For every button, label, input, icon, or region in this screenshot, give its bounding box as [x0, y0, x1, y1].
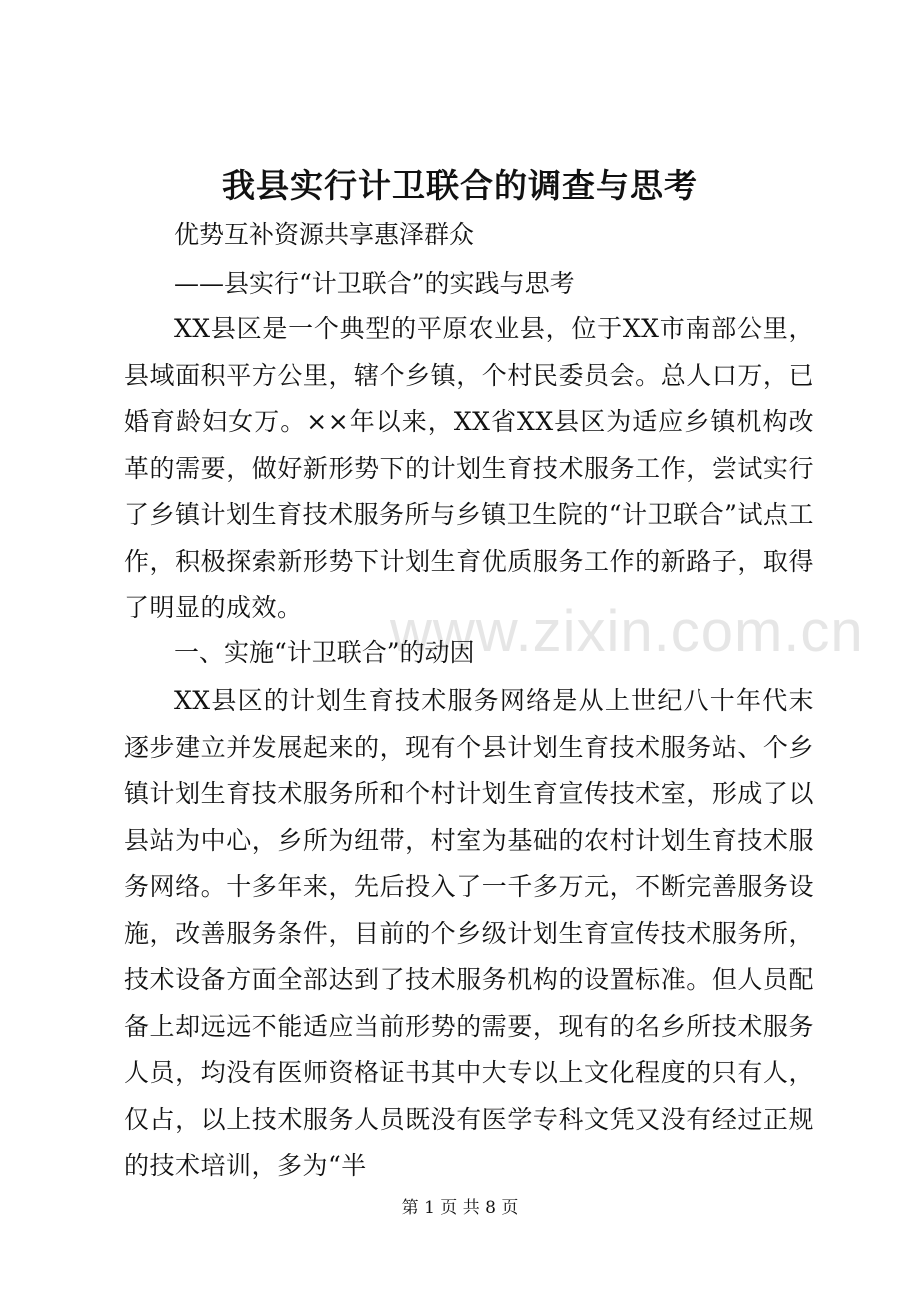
- paragraph-network: XX县区的计划生育技术服务网络是从上世纪八十年代末逐步建立并发展起来的，现有个县计划生育技术服务站、个乡镇计划生育技术服务所和个村计划生育宣传技术室，形成了以县站为中心，乡所为纽带，村室为基础的农村计划生育技术服务网络。十多年来，先后投入了一千多万元，不断完善服务设施，改善服务条件，目前的个乡级计划生育宣传技术服务所，技术设备方面全部达到了技术服务机构的设置标准。但人员配备上却远远不能适应当前形势的需要，现有的名乡所技术服务人员，均没有医师资格证书其中大专以上文化程度的只有人，仅占，以上技术服务人员既没有医学专科文凭又没有经过正规的技术培训，多为“半: [124, 686, 814, 1180]
- subtitle-practice: ——县实行“计卫联合”的实践与思考: [174, 269, 575, 298]
- document-title: 我县实行计卫联合的调查与思考: [222, 166, 698, 205]
- watermark: www.zixin.com.cn: [390, 599, 864, 664]
- page-number: 第 1 页 共 8 页: [401, 1198, 519, 1218]
- section-heading-1: 一、实施“计卫联合”的动因: [174, 638, 475, 667]
- paragraph-intro: XX县区是一个典型的平原农业县，位于XX市南部公里，县域面积平方公里，辖个乡镇，个村民委员会。总人口万，已婚育龄妇女万。××年以来，XX省XX县区为适应乡镇机构改革的需要，做好新形势下的计划生育技术服务工作，尝试实行了乡镇计划生育技术服务所与乡镇卫生院的“计卫联合”试点工作，积极探索新形势下计划生育优质服务工作的新路子，取得了明显的成效。: [124, 314, 814, 622]
- subtitle-slogan: 优势互补资源共享惠泽群众: [174, 220, 475, 249]
